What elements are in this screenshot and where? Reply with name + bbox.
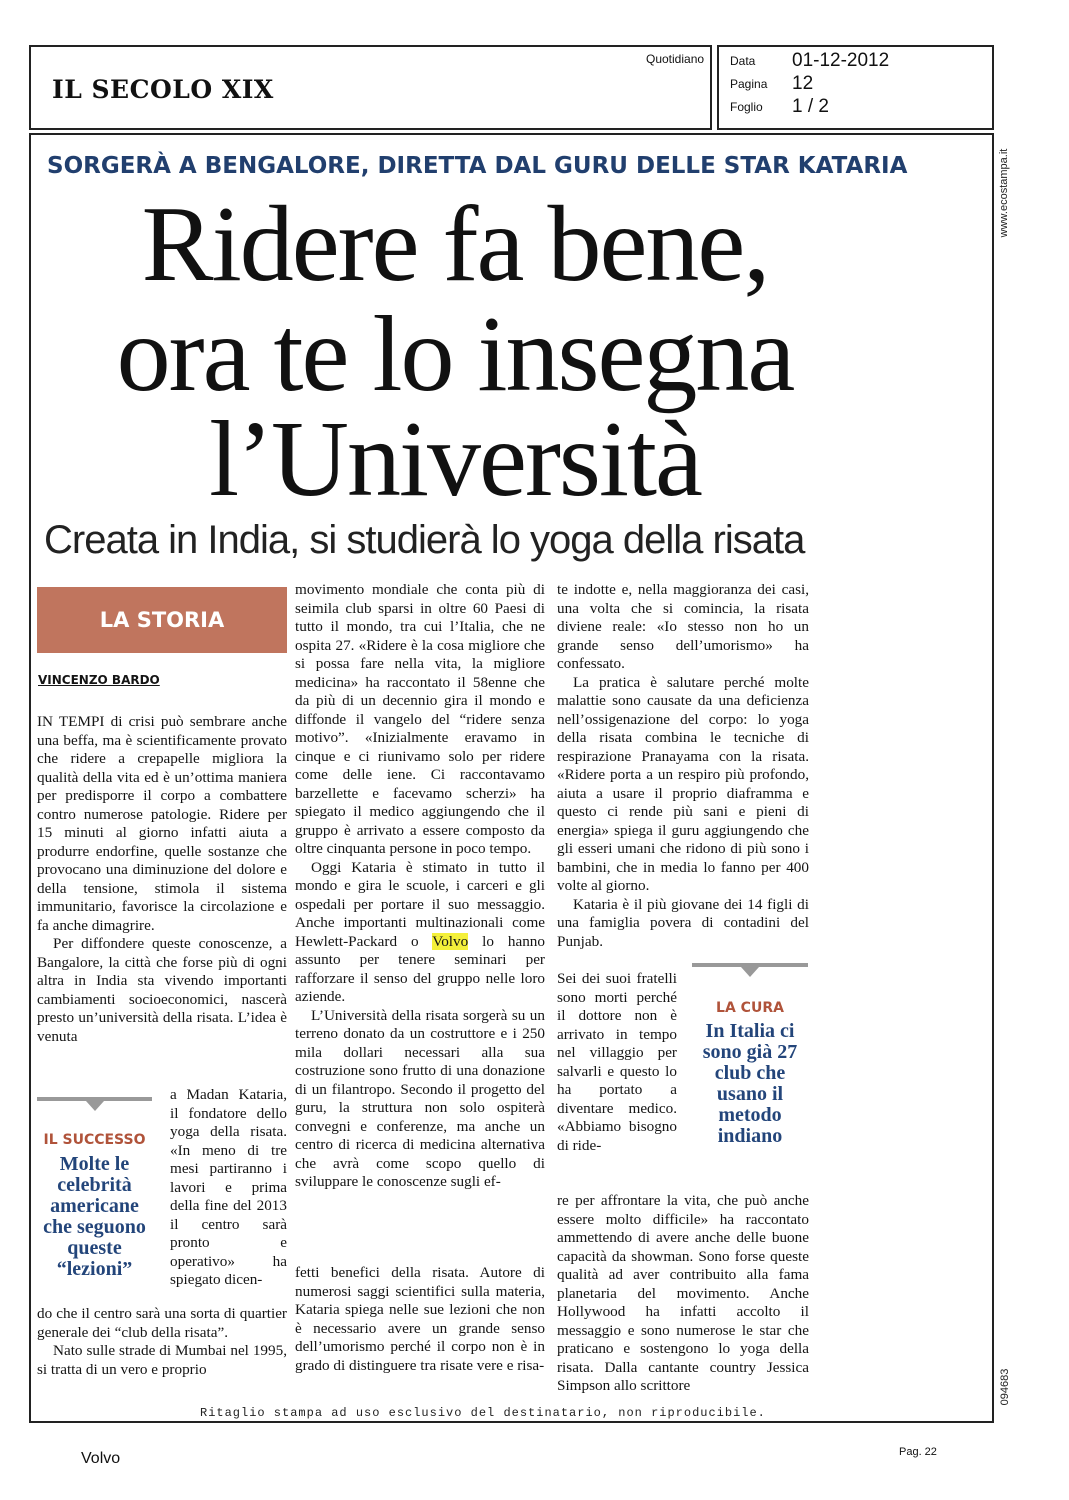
- col2-paragraph-2-end: lo hanno assunto per tenere seminari per rafforzare il senso del gruppo nelle loro aziende.: [295, 932, 545, 1005]
- meta-label-date: Data: [730, 54, 756, 68]
- col2-paragraph-2-start: Oggi Kataria è stimato in tutto il mondo e gira le scuole, i carceri e gli ospedali per portare il suo messaggio. Anche importanti multinazionali come Hewlett-Packard o: [295, 858, 545, 950]
- meta-label-sheet: Foglio: [730, 100, 763, 114]
- footer-page-number: Pag. 22: [899, 1446, 937, 1458]
- publication-type: Quotidiano: [646, 52, 705, 66]
- col2-paragraph-4: fetti benefici della risata. Autore di numerosi saggi scientifici sulla materia, Kataria spiega nelle sue lezioni che non è necessario avere un grande senso dell’umorismo perché il corpo non è in grado di distinguere tra risate vere e risa-: [295, 1264, 545, 1374]
- column-3-wrap-text: [557, 970, 677, 1155]
- column-1-text: [37, 713, 287, 1046]
- headline-line-3: l’Università: [209, 400, 701, 519]
- col3-paragraph-1: te indotte e, nella maggioranza dei casi, una volta che si comincia, la risata diviene reale: «Io stesso non ho un grande senso dell’umorismo» ha confessato.: [557, 581, 809, 672]
- column-1-tail-text: [37, 1305, 287, 1379]
- col3-paragraph-2: La pratica è salutare perché molte malattie sono causate da una deficienza nell’ossigenazione del corpo: lo yoga della risata combina le tecniche di respirazione Pranayama con la risata. «Ridere porta a un respiro più profondo, aiuta a usare il proprio diaframma e questo ci rende più sani e pieni di energia» spiega il guru aggiungendo che gli esseri umani che ridono di più sono i bambini, che in media lo fanno per 400 volte al giorno.: [557, 673, 809, 894]
- meta-value-sheet: 1 / 2: [792, 96, 829, 117]
- column-2-text: [295, 581, 545, 1192]
- headline-line-1: Ridere fa bene,: [141, 185, 769, 304]
- article-subhead: Creata in India, si studierà lo yoga della risata: [44, 518, 805, 562]
- col3-paragraph-3: Kataria è il più giovane dei 14 figli di una famiglia povera di contadini del Punjab.: [557, 895, 809, 950]
- column-1-wrap-text: [170, 1086, 287, 1290]
- col2-paragraph-3: L’Università della risata sorgerà su un terreno donato da un costruttore e i 250 mila dollari necessari alla sua costruzione sono frutto di una donazione di un filantropo. Secondo il progetto del guru, la struttura non solo ospiterà convegni e conferenze, ma anche un centro di ricerca di medicina alternativa che avrà come scopo quello di sviluppare le conoscenze sugli ef-: [295, 1006, 545, 1190]
- column-3-text: [557, 581, 809, 951]
- section-label: LA STORIA: [37, 587, 287, 653]
- footer-keyword: Volvo: [81, 1450, 121, 1467]
- footer-disclaimer: Ritaglio stampa ad uso esclusivo del destinatario, non riproducibile.: [200, 1406, 766, 1420]
- meta-value-date: 01-12-2012: [792, 50, 890, 71]
- byline: VINCENZO BARDO: [38, 673, 160, 687]
- headline-line-2: ora te lo insegna: [116, 295, 794, 414]
- volvo-highlight: Volvo: [432, 932, 469, 950]
- sidebar-2-label: LA CURA: [716, 1000, 784, 1016]
- sidebar-1-text: Molte le celebrità americane che seguono queste “lezioni”: [43, 1153, 146, 1280]
- col1-paragraph-2: Per diffondere queste conoscenze, a Bangalore, la città che forse più di ogni altra in India sta vivendo importanti cambiamenti socioeconomici, nascerà presto un’università della risata. L’idea è venuta: [37, 935, 287, 1045]
- article-kicker: SORGERÀ A BENGALORE, DIRETTA DAL GURU DELLE STAR KATARIA: [47, 153, 908, 179]
- col1-tail: do che il centro sarà una sorta di quartier generale dei “club della risata”.: [37, 1305, 287, 1341]
- col1-paragraph-3: Nato sulle strade di Mumbai nel 1995, si tratta di un vero e proprio: [37, 1342, 287, 1378]
- column-3-tail-text: [557, 1192, 809, 1396]
- clipping-code: 094683: [999, 1368, 1011, 1406]
- col3-tail: re per affrontare la vita, che può anche essere molto difficile» ha raccontato ammettendo di avere anche delle buone capacità da showman. Sono forse queste qualità ad aver contribuito alla fama planetaria del movimento. Anche Hollywood ha infatti accolto il messaggio e sono numerose le star che praticano e sostengono lo yoga della risata. Dalla cantante country Jessica Simpson allo scrittore: [557, 1192, 809, 1394]
- website-watermark: www.ecostampa.it: [998, 148, 1010, 238]
- column-2-bottom-text: [295, 1264, 545, 1375]
- col2-paragraph-1: movimento mondiale che conta più di seimila club sparsi in oltre 60 Paesi di tutto il mondo, tra cui l’Italia, che ne ospita 27. «Ridere è la cosa migliore che si possa fare nella vita, la migliore medicina» ha raccontato il 58enne che da più di un decennio gira il mondo e diffonde il vangelo del “ridere senza motivo”. «Inizialmente eravamo in cinque e ci riunivamo solo per ridere come delle iene. Ci raccontavamo barzellette e facevamo scherzi» ha spiegato il medico aggiungendo che il gruppo è arrivato a essere composto da oltre cinquanta persone in poco tempo.: [295, 581, 545, 857]
- sidebar-1-pointer: [86, 1101, 104, 1111]
- col2-paragraph-2: [295, 859, 545, 1007]
- sidebar-2-text: In Italia ci sono già 27 club che usano il metodo indiano: [702, 1020, 798, 1147]
- meta-value-page: 12: [792, 73, 814, 94]
- col1-paragraph-1: IN TEMPI di crisi può sembrare anche una beffa, ma è scientificamente provato che ridere a crepapelle migliora la qualità della vita ed è un’ottima maniera per predisporre il corpo a combattere contro numerose patologie. Ridere per 15 minuti al giorno infatti aiuta a produrre endorfine, quelle sostanze che provocano una diminuzione del dolore e della tensione, stimola il sistema immunitario, favorisce la circolazione e fa anche dimagrire.: [37, 713, 287, 934]
- sidebar-1-label: IL SUCCESSO: [43, 1132, 146, 1148]
- masthead-logo: IL SECOLO XIX: [52, 75, 274, 104]
- col1-wrap: a Madan Kataria, il fondatore dello yoga della risata. «In meno di tre mesi partiranno i lavori e prima della fine del 2013 il centro sarà pronto e operativo» ha spiegato dicen-: [170, 1086, 287, 1288]
- meta-label-page: Pagina: [730, 77, 768, 91]
- col3-wrap: Sei dei suoi fratelli sono morti perché il dottore non è arrivato in tempo nel villaggio per salvarli e questo lo ha portato a diventare medico. «Abbiamo bisogno di ride-: [557, 970, 677, 1154]
- sidebar-2-pointer: [741, 967, 759, 977]
